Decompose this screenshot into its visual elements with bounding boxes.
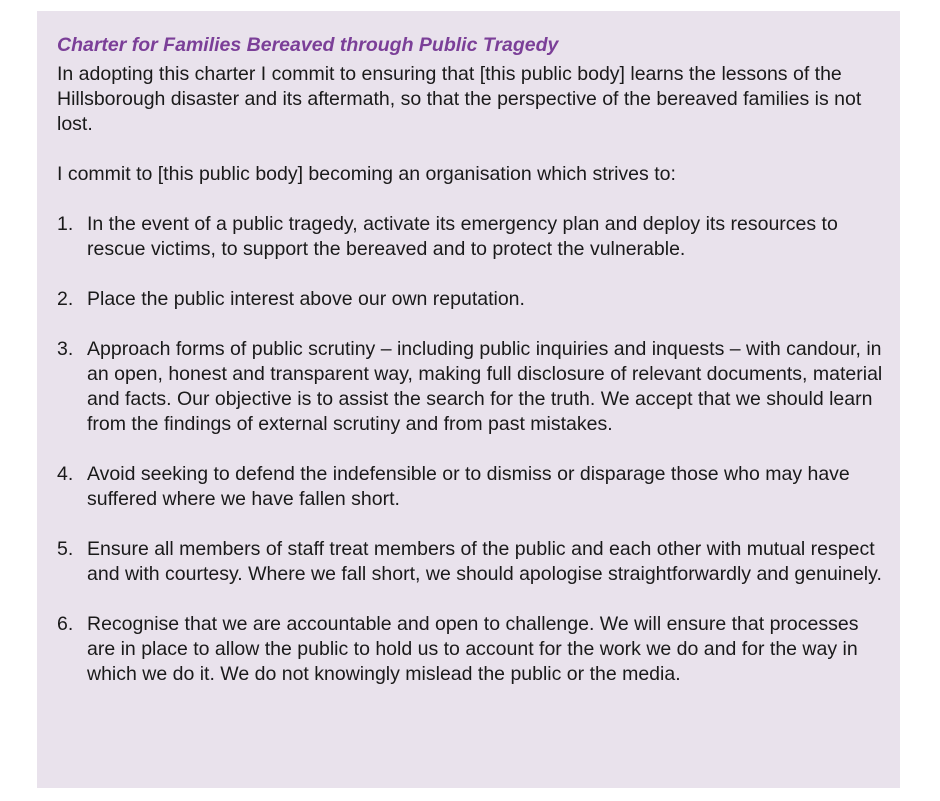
list-item-text: In the event of a public tragedy, activate its emergency plan and deploy its resources to rescue victims, to support the bereaved and to protect the vulnerable.: [87, 213, 838, 260]
list-item-number: 6.: [57, 613, 74, 635]
list-item: [57, 337, 887, 437]
charter-title: Charter for Families Bereaved through Public Tragedy: [57, 34, 559, 56]
charter-commitment: I commit to [this public body] becoming an organisation which strives to:: [57, 163, 676, 185]
list-item: [57, 462, 887, 512]
list-item-number: 2.: [57, 288, 74, 310]
list-item-text: Place the public interest above our own reputation.: [87, 288, 525, 310]
list-item-text: Ensure all members of staff treat members of the public and each other with mutual respect and with courtesy. Where we fall short, we should apologise straightforwardly and genuinely.: [87, 538, 882, 585]
list-item: [57, 537, 887, 587]
list-item-number: 4.: [57, 463, 74, 485]
list-item-number: 3.: [57, 338, 74, 360]
list-item-text: Avoid seeking to defend the indefensible or to dismiss or disparage those who may have suffered where we have fallen short.: [87, 463, 850, 510]
charter-intro: In adopting this charter I commit to ensuring that [this public body] learns the lessons of the Hillsborough disaster and its aftermath, so that the perspective of the bereaved families is not lost.: [57, 63, 862, 135]
list-item-text: Recognise that we are accountable and open to challenge. We will ensure that processes are in place to allow the public to hold us to account for the work we do and for the way in which we do it. We do not knowingly mislead the public or the media.: [87, 613, 859, 685]
list-item: [57, 212, 887, 262]
list-item-number: 1.: [57, 213, 74, 235]
charter-panel: [37, 11, 900, 788]
list-item: [57, 612, 887, 687]
list-item-number: 5.: [57, 538, 74, 560]
charter-list: [57, 212, 900, 687]
list-item-text: Approach forms of public scrutiny – including public inquiries and inquests – with candour, in an open, honest and transparent way, making full disclosure of relevant documents, material and facts. Our objective is to assist the search for the truth. We accept that we should learn from the findings of external scrutiny and from past mistakes.: [87, 338, 883, 435]
list-item: [57, 287, 887, 312]
